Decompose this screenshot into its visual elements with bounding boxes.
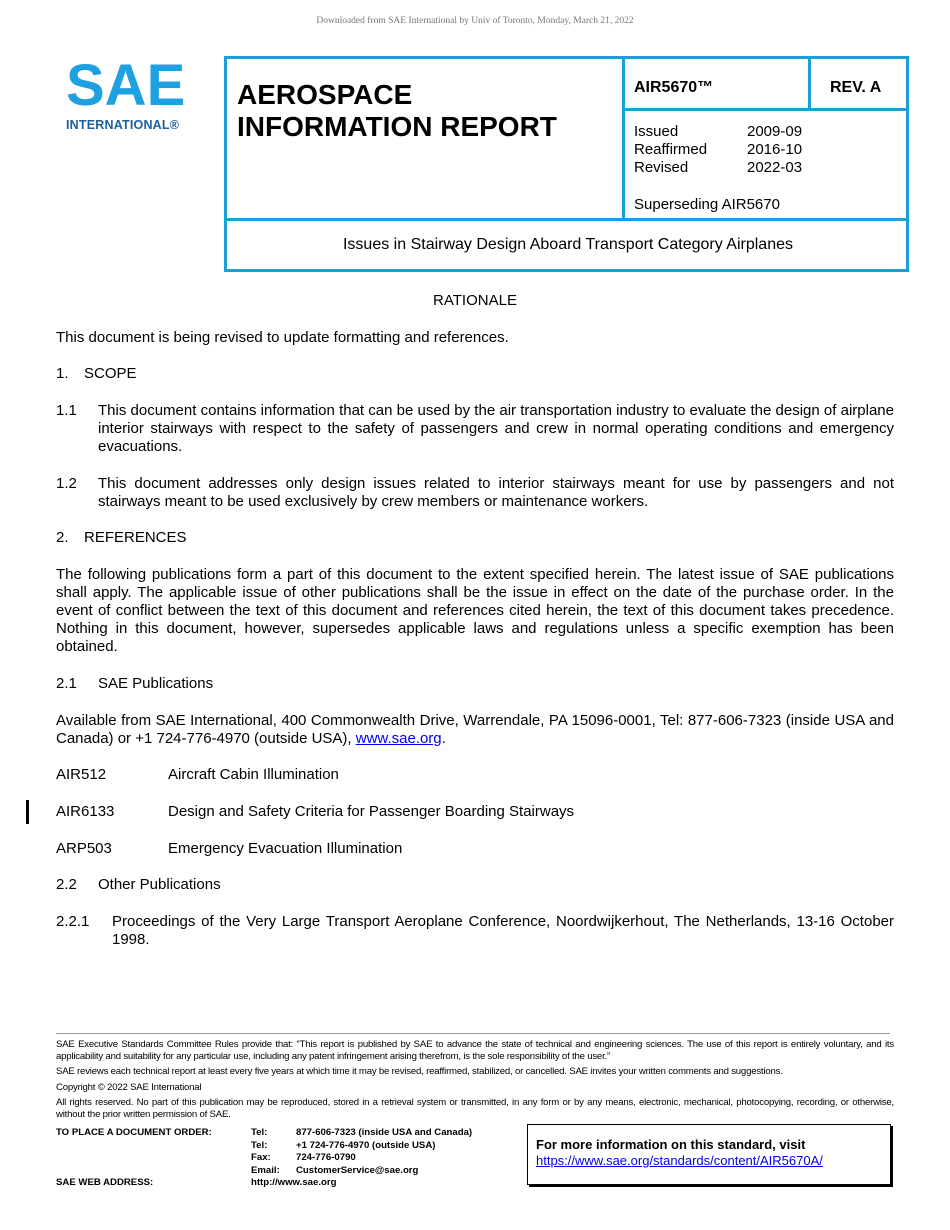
order-label: TO PLACE A DOCUMENT ORDER:	[56, 1127, 212, 1138]
section-title: Other Publications	[98, 876, 221, 894]
reference-row	[56, 766, 894, 784]
section-2-1-text	[56, 712, 894, 748]
document-subject: Issues in Stairway Design Aboard Transport Category Airplanes	[342, 236, 793, 253]
superseding: Superseding AIR5670	[634, 196, 780, 213]
divider	[622, 108, 909, 111]
section-text: Available from SAE International, 400 Commonwealth Drive, Warrendale, PA 15096-0001, Tel: 877-606-7323 (inside USA and Canada) or +1 724-776-4970 (outside USA),	[56, 711, 894, 747]
title-line: AEROSPACE	[237, 79, 413, 110]
date-label: Issued	[634, 123, 679, 140]
contact-key: Tel:	[251, 1127, 268, 1138]
section-number: 1.	[56, 365, 69, 383]
reference-code: AIR512	[56, 766, 107, 784]
order-info	[56, 1127, 472, 1190]
reference-title: Emergency Evacuation Illumination	[168, 839, 403, 857]
footer-rights: All rights reserved. No part of this publication may be reproduced, stored in a retrieval system or transmitted, in any form or by any means, electronic, mechanical, photocopying, recording, or otherwise, without the prior written permission of SAE.	[56, 1097, 894, 1120]
more-info-box	[527, 1124, 891, 1185]
section-title: SAE Publications	[98, 674, 214, 692]
revision: REV. A	[830, 79, 882, 96]
section-2-text: The following publications form a part of this document to the extent specified herein. The latest issue of SAE publications shall apply. The applicable issue of other publications shall be the issue in effect on the date of the purchase order. In the event of conflict between the text of this document and references cited herein, the text of this document takes precedence. Nothing in this document, however, supersedes applicable laws and regulations unless a specific exemption has been obtained.	[56, 566, 894, 656]
web-value: http://www.sae.org	[251, 1177, 337, 1189]
contact-value: 877-606-7323 (inside USA and Canada)	[296, 1127, 473, 1138]
contact-key: Tel:	[251, 1139, 268, 1151]
sae-logo	[66, 55, 206, 132]
header-box	[224, 56, 909, 272]
section-number: 2.2	[56, 876, 77, 894]
contact-value: +1 724-776-4970 (outside USA)	[296, 1139, 436, 1151]
section-text: Proceedings of the Very Large Transport Aeroplane Conference, Noordwijkerhout, The Netherlands, 13-16 October 1998.	[112, 912, 894, 948]
divider	[622, 59, 625, 219]
section-text: This document addresses only design issues related to interior stairways meant for use by passengers and not stairways meant to be used exclusively by crew members or maintenance workers.	[98, 474, 894, 510]
sae-website-link[interactable]: www.sae.org	[355, 729, 442, 747]
section-2-heading	[56, 529, 894, 547]
web-label: SAE WEB ADDRESS:	[56, 1177, 154, 1189]
more-info-title: For more information on this standard, visit	[536, 1137, 806, 1152]
section-title: SCOPE	[84, 365, 137, 383]
footer-contact-row	[56, 1124, 894, 1190]
section-number: 2.	[56, 529, 69, 547]
section-1-1	[56, 402, 894, 456]
contact-key: Email:	[251, 1164, 280, 1176]
contact-key: Fax:	[251, 1152, 271, 1164]
footer-copyright: Copyright © 2022 SAE International	[56, 1081, 202, 1093]
download-notice: Downloaded from SAE International by Univ of Toronto, Monday, March 21, 2022	[316, 16, 634, 26]
section-number: 2.2.1	[56, 912, 90, 930]
standard-link[interactable]: https://www.sae.org/standards/content/AIR5670A/	[536, 1153, 823, 1168]
reference-title: Design and Safety Criteria for Passenger Boarding Stairways	[168, 802, 575, 820]
rationale-heading: RATIONALE	[433, 292, 517, 309]
footer	[56, 1033, 894, 1190]
reference-row	[56, 840, 894, 858]
date-row	[634, 123, 802, 141]
date-value: 2009-09	[747, 123, 803, 140]
divider	[227, 218, 909, 221]
logo-subtitle: INTERNATIONAL®	[66, 118, 180, 132]
section-1-2	[56, 475, 894, 511]
date-row	[634, 141, 802, 159]
section-1-heading	[56, 365, 894, 383]
reference-code: ARP503	[56, 839, 112, 857]
logo-letters: SA	[66, 53, 147, 118]
punctuation: .	[441, 729, 446, 747]
date-label: Reaffirmed	[634, 141, 708, 158]
date-value: 2016-10	[747, 141, 803, 158]
contact-value: 724-776-0790	[296, 1152, 356, 1164]
logo-letter-e: E	[146, 53, 186, 118]
rationale-text: This document is being revised to update formatting and references.	[56, 328, 509, 346]
reference-title: Aircraft Cabin Illumination	[168, 766, 339, 784]
section-2-2-heading	[56, 876, 894, 894]
divider	[808, 59, 811, 111]
section-text: This document contains information that can be used by the air transportation industry to evaluate the design of airplane interior stairways with respect to the safety of passengers and crew in normal operating conditions and emergency evacuations.	[98, 402, 894, 456]
section-title: REFERENCES	[84, 529, 187, 547]
reference-row	[56, 803, 894, 821]
date-value: 2022-03	[747, 159, 803, 176]
title-line: INFORMATION REPORT	[237, 111, 557, 142]
footer-rule	[56, 1033, 890, 1034]
section-number: 1.1	[56, 402, 77, 420]
document-type	[237, 79, 617, 143]
section-number: 1.2	[56, 474, 77, 492]
section-2-1-heading	[56, 675, 894, 693]
dates-table	[634, 123, 802, 177]
contact-value: CustomerService@sae.org	[296, 1164, 419, 1176]
document-number: AIR5670™	[634, 79, 714, 96]
change-bar	[26, 800, 29, 824]
section-number: 2.1	[56, 674, 77, 692]
date-label: Revised	[634, 159, 689, 176]
section-2-2-1	[56, 913, 894, 949]
document-body	[56, 292, 894, 968]
reference-code: AIR6133	[56, 802, 115, 820]
footer-review: SAE reviews each technical report at least every five years at which time it may be revised, reaffirmed, stabilized, or cancelled. SAE invites your written comments and suggestions.	[56, 1066, 783, 1077]
date-row	[634, 159, 802, 177]
footer-disclaimer: SAE Executive Standards Committee Rules provide that: “This report is published by SAE to advance the state of technical and engineering sciences. The use of this report is entirely voluntary, and its applicability and suitability for any particular use, including any patent infringement arising therefrom, is the sole responsibility of the user.”	[56, 1039, 894, 1062]
